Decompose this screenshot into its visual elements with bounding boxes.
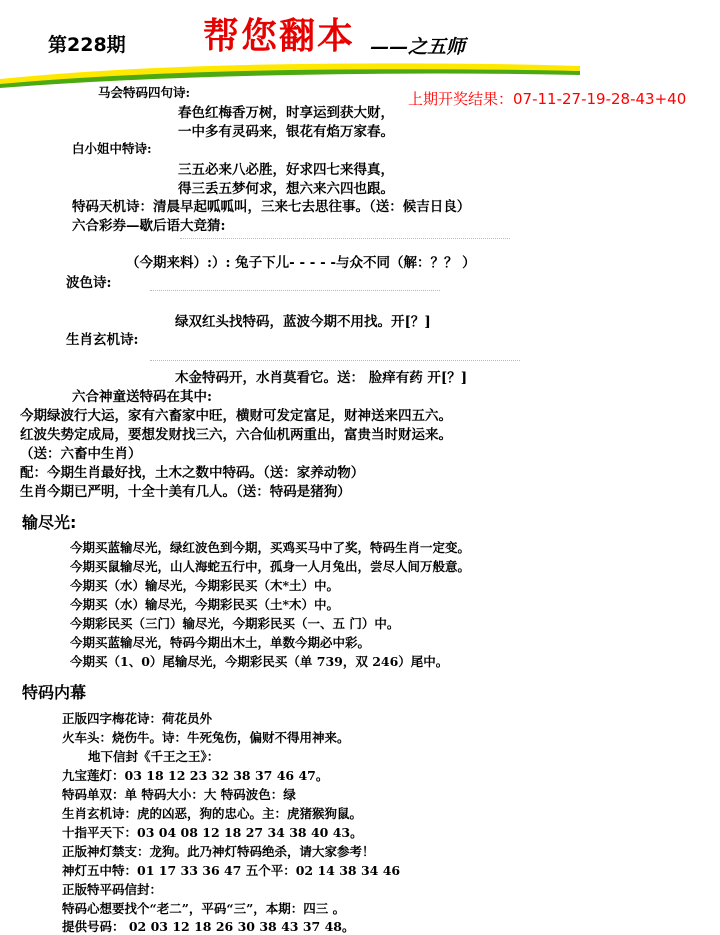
shentong-title: 六合神童送特码在其中: <box>72 389 212 405</box>
lose-line: 今期彩民买（三门）输尽光，今期彩民买（一、五 门）中。 <box>70 616 400 631</box>
lose-line: 今期买蓝输尽光，绿红波色到今期，买鸡买马中了奖，特码生肖一定变。 <box>70 540 471 555</box>
inside-line: 火车头：烧伤牛。诗：牛死兔伤，偏财不得用神来。 <box>62 730 350 745</box>
dotted-divider <box>180 238 510 239</box>
inside-line: 九宝莲灯：03 18 12 23 32 38 37 46 47。 <box>62 768 329 783</box>
page-subtitle: ——之五师 <box>370 36 466 58</box>
lose-line: 今期买蓝输尽光，特码今期出木土，单数今期必中彩。 <box>70 635 371 650</box>
inside-line: 提供号码： 02 03 12 18 26 30 38 43 37 48。 <box>62 919 355 934</box>
shentong-line: 今期绿波行大运，家有六畜家中旺，横财可发定富足，财神送来四五六。 <box>20 408 452 424</box>
poem-line: 春色红梅香万树，时享运到获大财， <box>178 105 394 121</box>
lose-line: 今期买鼠输尽光，山人海蛇五行中，孤身一人月兔出，尝尽人间万般意。 <box>70 559 471 574</box>
inside-line: 十指平天下：03 04 08 12 18 27 34 38 40 43。 <box>62 825 363 840</box>
inside-line: 正版神灯禁支：龙狗。此乃神灯特码绝杀，请大家参考！ <box>62 844 375 859</box>
last-draw-result: 上期开奖结果：07-11-27-19-28-43+40 <box>408 90 687 108</box>
shentong-line: 生肖今期已严明，十全十美有几人。（送：特码是猪狗） <box>20 484 351 500</box>
shengxiao-title: 生肖玄机诗: <box>66 332 139 348</box>
poem-line: 一中多有灵码来，银花有焰万家春。 <box>178 124 394 140</box>
wave-title: 波色诗: <box>66 275 112 291</box>
inside-line: 特码心想要找个“老二”，平码“三”，本期：四三 。 <box>62 901 346 916</box>
section-title-baixiaojie: 白小姐中特诗: <box>72 141 152 156</box>
lose-heading: 输尽光: <box>22 513 77 532</box>
poem-line: 三五必来八必胜，好求四七来得真， <box>178 162 394 178</box>
inside-line: 生肖玄机诗：虎的凶恶，狗的忠心。主：虎猪猴狗鼠。 <box>62 806 363 821</box>
lose-line: 今期买（水）输尽光，今期彩民买（木*土）中。 <box>70 578 340 593</box>
inside-line: 特码单双：单 特码大小：大 特码波色：绿 <box>62 787 296 802</box>
lose-line: 今期买（1、0）尾输尽光，今期彩民买（单 739，双 246）尾中。 <box>70 654 449 669</box>
shentong-line: 配：今期生肖最好找，土木之数中特码。（送：家养动物） <box>20 465 365 481</box>
dotted-divider <box>150 290 440 291</box>
page-title: 帮您翻本 <box>203 15 356 57</box>
shentong-line: （送：六畜中生肖） <box>20 446 142 462</box>
inside-line: 正版四字梅花诗：荷花员外 <box>62 711 213 726</box>
xiehouyu-title: 六合彩券—歇后语大竞猜: <box>72 218 226 234</box>
header-swoosh <box>0 62 580 88</box>
issue-number: 第228期 <box>48 34 126 56</box>
inside-heading: 特码内幕 <box>22 683 87 702</box>
shentong-line: 红波失势定成局，要想发财找三六，六合仙机两重出，富贵当时财运来。 <box>20 427 452 443</box>
inside-line: 正版特平码信封： <box>62 882 163 897</box>
wave-line: 绿双红头找特码，蓝波今期不用找。开[？] <box>175 314 431 330</box>
this-issue-riddle: （今期来料）:）: 兔子下儿- - - - -与众不同（解：？？ ） <box>126 255 476 271</box>
dotted-divider <box>150 360 520 361</box>
tianji-poem: 特码天机诗：清晨早起呱呱叫，三来七去思往事。（送：候吉日良） <box>72 199 471 215</box>
poem-line: 得三丢五梦何求，想六来六四也跟。 <box>178 181 394 197</box>
shengxiao-line: 木金特码开，水肖莫看它。送： 脸痒有药 开[？] <box>175 370 468 386</box>
lose-line: 今期买（水）输尽光，今期彩民买（土*木）中。 <box>70 597 340 612</box>
section-title-maohui: 马会特码四句诗: <box>98 85 191 100</box>
inside-line: 神灯五中特：01 17 33 36 47 五个平：02 14 38 34 46 <box>62 863 401 878</box>
inside-line: 地下信封《千王之王》： <box>88 749 220 764</box>
